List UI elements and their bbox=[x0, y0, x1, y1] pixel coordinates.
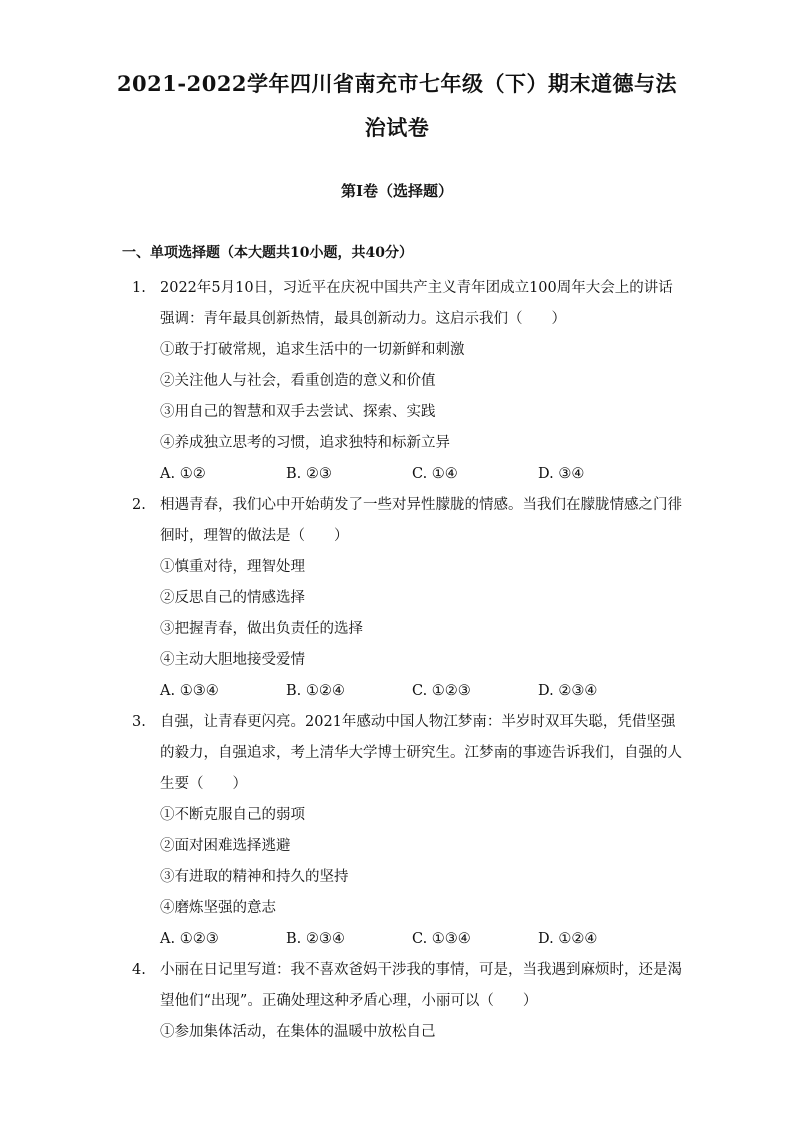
question-stem: 徊时，理智的做法是（ ） bbox=[160, 528, 349, 544]
section-heading: 一、单项选择题（本大题共10小题，共40分） bbox=[122, 245, 413, 261]
question-stem: 2022年5月10日，习近平在庆祝中国共产主义青年团成立100周年大会上的讲话 bbox=[160, 280, 673, 296]
statement-item: ③用自己的智慧和双手去尝试、探索、实践 bbox=[160, 404, 436, 420]
document-title bbox=[0, 62, 794, 150]
statement-item: ③把握青春，做出负责任的选择 bbox=[160, 621, 363, 637]
question-stem: 小丽在日记里写道：我不喜欢爸妈干涉我的事情，可是，当我遇到麻烦时，还是渴 bbox=[160, 962, 682, 978]
statement-item: ①敢于打破常规，追求生活中的一切新鲜和刺激 bbox=[160, 342, 465, 358]
question-4 bbox=[132, 955, 682, 1048]
option-a: A. ①② bbox=[160, 466, 206, 482]
option-b: B. ①②④ bbox=[286, 683, 345, 699]
option-d: D. ②③④ bbox=[538, 683, 598, 699]
option-c: C. ①④ bbox=[412, 466, 458, 482]
option-b: B. ②③④ bbox=[286, 931, 345, 947]
question-stem: 望他们“出现”。正确处理这种矛盾心理，小丽可以（ ） bbox=[160, 993, 538, 1009]
question-2 bbox=[132, 490, 682, 707]
option-a: A. ①②③ bbox=[160, 931, 219, 947]
statement-item: ④养成独立思考的习惯，追求独特和标新立异 bbox=[160, 435, 450, 451]
statement-item: ①不断克服自己的弱项 bbox=[160, 807, 305, 823]
question-list bbox=[132, 273, 682, 1048]
volume-heading: 第Ⅰ卷（选择题） bbox=[340, 182, 454, 200]
statement-item: ④磨炼坚强的意志 bbox=[160, 900, 276, 916]
question-3 bbox=[132, 707, 682, 955]
statement-item: ④主动大胆地接受爱情 bbox=[160, 652, 305, 668]
option-d: D. ①②④ bbox=[538, 931, 598, 947]
question-number: 3. bbox=[132, 714, 146, 730]
statement-item: ①慎重对待，理智处理 bbox=[160, 559, 305, 575]
statement-item: ①参加集体活动，在集体的温暖中放松自己 bbox=[160, 1024, 436, 1040]
option-a: A. ①③④ bbox=[160, 683, 219, 699]
question-number: 2. bbox=[132, 497, 146, 513]
question-number: 4. bbox=[132, 962, 146, 978]
question-stem: 生要（ ） bbox=[160, 776, 247, 792]
question-number: 1. bbox=[132, 280, 146, 296]
statement-item: ②关注他人与社会，看重创造的意义和价值 bbox=[160, 373, 436, 389]
answer-options bbox=[160, 924, 672, 955]
option-b: B. ②③ bbox=[286, 466, 332, 482]
option-c: C. ①③④ bbox=[412, 931, 471, 947]
question-1 bbox=[132, 273, 672, 490]
option-c: C. ①②③ bbox=[412, 683, 471, 699]
statement-item: ③有进取的精神和持久的坚持 bbox=[160, 869, 349, 885]
question-stem: 的毅力，自强追求，考上清华大学博士研究生。江梦南的事迹告诉我们，自强的人 bbox=[160, 745, 682, 761]
question-stem: 自强，让青春更闪亮。2021年感动中国人物江梦南：半岁时双耳失聪，凭借坚强 bbox=[160, 714, 676, 730]
title-line-2: 治试卷 bbox=[364, 115, 430, 140]
answer-options bbox=[160, 676, 672, 707]
statement-item: ②面对困难选择逃避 bbox=[160, 838, 291, 854]
answer-options bbox=[160, 459, 672, 490]
question-stem: 相遇青春，我们心中开始萌发了一些对异性朦胧的情感。当我们在朦胧情感之门徘 bbox=[160, 497, 682, 513]
title-line-1: 2021-2022学年四川省南充市七年级（下）期末道德与法 bbox=[116, 71, 678, 96]
statement-item: ②反思自己的情感选择 bbox=[160, 590, 305, 606]
option-d: D. ③④ bbox=[538, 466, 585, 482]
question-stem: 强调：青年最具创新热情，最具创新动力。这启示我们（ ） bbox=[160, 311, 566, 327]
